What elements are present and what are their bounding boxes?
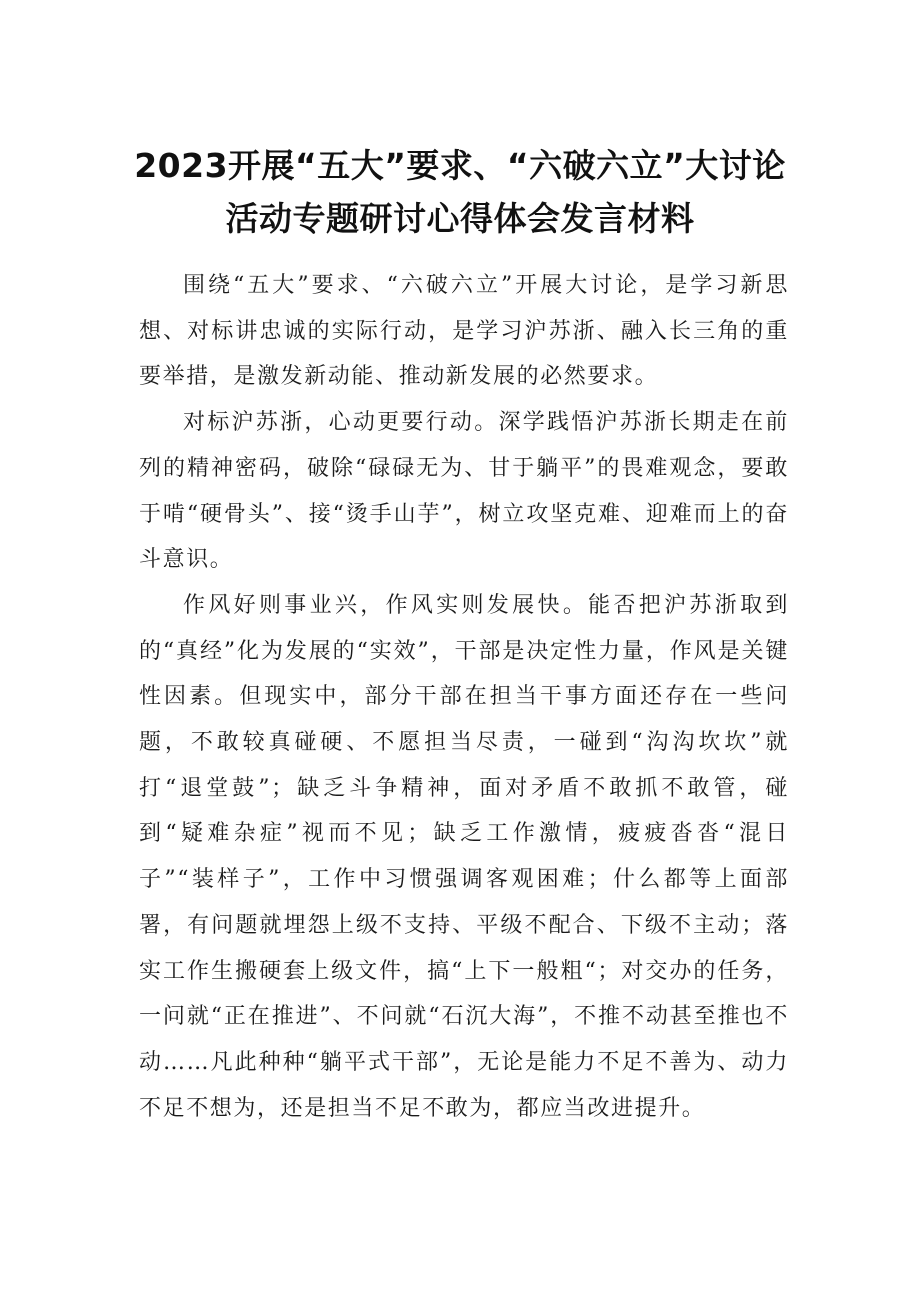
document-body: [139, 263, 789, 1131]
paragraph-3: 作风好则事业兴，作风实则发展快。能否把沪苏浙取到的“真经”化为发展的“实效”，干部是决定性力量，作风是关键性因素。但现实中，部分干部在担当干事方面还存在一些问题，不敢较真碰硬、不愿担当尽责，一碰到“沟沟坎坎”就打“退堂鼓”；缺乏斗争精神，面对矛盾不敢抓不敢管，碰到“疑难杂症”视而不见；缺乏工作激情，疲疲沓沓“混日子”“装样子”，工作中习惯强调客观困难；什么都等上面部署，有问题就埋怨上级不支持、平级不配合、下级不主动；落实工作生搬硬套上级文件，搞“上下一般粗“；对交办的任务，一问就“正在推进”、不问就“石沉大海”，不推不动甚至推也不动……凡此种种“躺平式干部”，无论是能力不足不善为、动力不足不想为，还是担当不足不敢为，都应当改进提升。: [139, 592, 789, 1121]
title-line-1: 2023开展“五大”要求、“六破六立”大讨论: [134, 146, 786, 185]
title-line-2: 活动专题研讨心得体会发言材料: [225, 199, 695, 238]
paragraph-2: 对标沪苏浙，心动更要行动。深学践悟沪苏浙长期走在前列的精神密码，破除“碌碌无为、甘于躺平”的畏难观念，要敢于啃“硬骨头”、接“烫手山芋”，树立攻坚克难、迎难而上的奋斗意识。: [139, 410, 789, 573]
paragraph-1: 围绕“五大”要求、“六破六立”开展大讨论，是学习新思想、对标讲忠诚的实际行动，是学习沪苏浙、融入长三角的重要举措，是激发新动能、推动新发展的必然要求。: [139, 273, 789, 390]
